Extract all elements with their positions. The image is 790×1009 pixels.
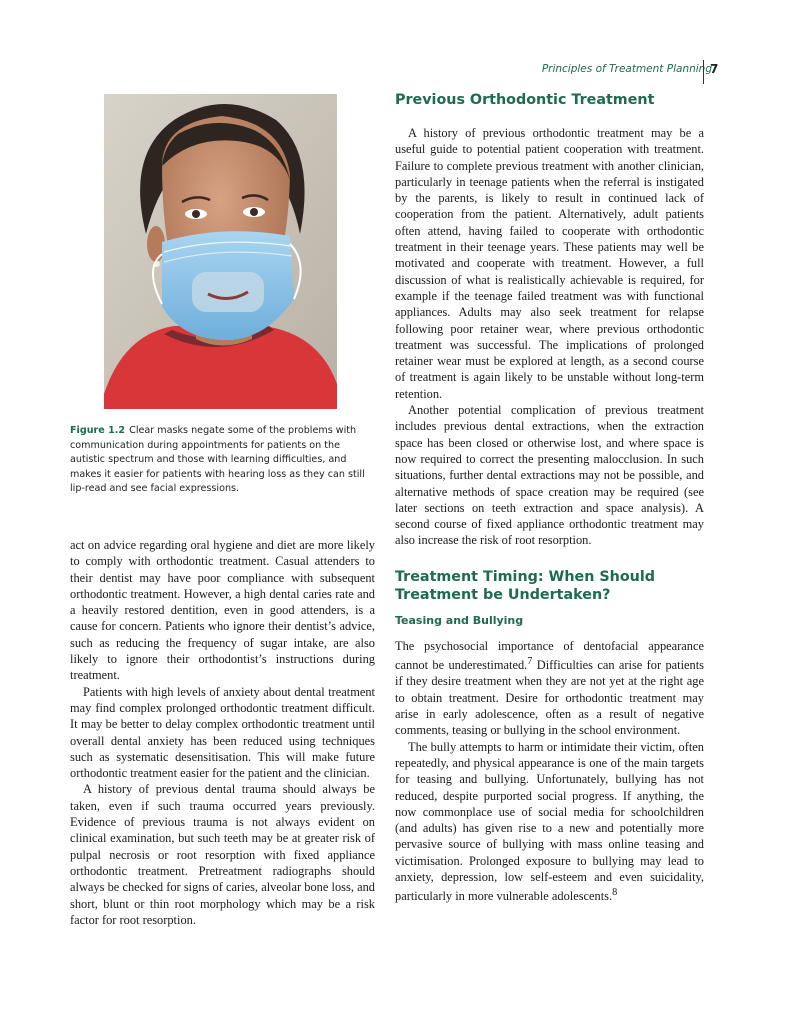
right-column [395, 91, 704, 905]
figure-label: Figure 1.2 [70, 425, 126, 436]
left-column [70, 537, 375, 928]
woman-with-clear-mask-illustration [104, 94, 337, 409]
paragraph-text: Difficulties can arise for patients if they desire treatment when they are not yet at the right age to obtain treatment. Desire for orthodontic treatment may arise in early adolescence, often as a result of negative comments, teasing or bullying in the school environment. [395, 658, 705, 738]
body-paragraph: Another potential complication of previous treatment includes previous dental extractions, when the extraction space has been closed or otherwise lost, and where space is now required to correct the presenting malocclusion. In such situations, further dental extractions may not be possible, and alternative methods of space creation may be required (see later sections on teeth extraction and space analysis). A second course of fixed appliance orthodontic treatment may also increase the risk of root resorption. [395, 403, 704, 548]
paragraph-text: The bully attempts to harm or intimidate their victim, often repeatedly, and physical appearance is one of the main targets for teasing and bullying. Unfortunately, bullying has not reduced, despite purported social progress. If anything, the now commonplace use of social media for schoolchildren (and adults) has given rise to a new and potentially more pervasive source of bullying with mass online teasing and victimisation. Prolonged exposure to bullying may lead to anxiety, depression, low self-esteem and even suicidality, particularly in more vulnerable adolescents. [395, 739, 704, 904]
page-number: 7 [703, 60, 718, 84]
section-heading-treatment-timing: Treatment Timing: When Should Treatment be Undertaken? [395, 568, 655, 603]
subheading-teasing-bullying: Teasing and Bullying [395, 613, 524, 627]
figure-photo [104, 94, 337, 409]
body-paragraph [395, 739, 704, 905]
section-heading-previous-treatment: Previous Orthodontic Treatment [395, 92, 655, 108]
paragraph-text: The psychosocial importance of dentofacial appearance cannot be underestimated. [395, 638, 704, 673]
figure-caption-text: Clear masks negate some of the problems with communication during appointments for patients on the autistic spectrum and those with learning difficulties, and makes it easier for patients with hearing loss as they can still lip-read and see facial expressions. [70, 425, 365, 495]
body-paragraph [395, 638, 704, 739]
reference-marker: 8 [612, 887, 618, 899]
figure-caption [70, 424, 378, 497]
body-paragraph: A history of previous dental trauma should always be taken, even if such trauma occurred years previously. Evidence of previous trauma is not always evident on clinical examination, but such teeth may be at greater risk of pulpal necrosis or root resorption with fixed appliance orthodontic treatment. Pretreatment radiographs should always be checked for signs of caries, alveolar bone loss, and short, blunt or thin root morphology which may be a risk factor for root resorption. [70, 782, 375, 927]
body-paragraph: A history of previous orthodontic treatment may be a useful guide to potential patient cooperation with treatment. Failure to complete previous treatment with another clinician, particularly in teenage patients when the referral is instigated by the parents, is likely to result in continued lack of cooperation from the patient. Alternatively, adult patients often attend, having failed to cooperate with orthodontic treatment in their teenage years. These patients may well be motivated and cooperate with treatment. However, a full discussion of what is realistically achievable is required, for example if the teenage failed treatment was with functional appliances. Adults may also seek treatment for relapse following poor retainer wear, where previous orthodontic treatment was successful. The implications of prolonged retainer wear must be explored at length, as a second course of treatment is again likely to be unstable without long-term retention. [395, 126, 704, 401]
body-paragraph: Patients with high levels of anxiety about dental treatment may find complex prolonged orthodontic treatment difficult. It may be better to delay complex orthodontic treatment until overall dental anxiety has been reduced using techniques such as systematic desensitisation. This will make future orthodontic treatment easier for the patient and the clinician. [70, 684, 375, 781]
reference-marker: 7 [527, 656, 533, 668]
running-head: Principles of Treatment Planning [541, 63, 712, 75]
body-paragraph: act on advice regarding oral hygiene and diet are more likely to comply with orthodontic treatment. Casual attenders to their dentist may have poor compliance with subsequent orthodontic treatment. However, a high dental caries rate and a heavily restored dentition, even in good attenders, is a cause for concern. Patients who ignore their dentist’s advice, such as reducing the frequency of sugar intake, are also likely to ignore their orthodontist’s instructions during treatment. [70, 538, 375, 683]
